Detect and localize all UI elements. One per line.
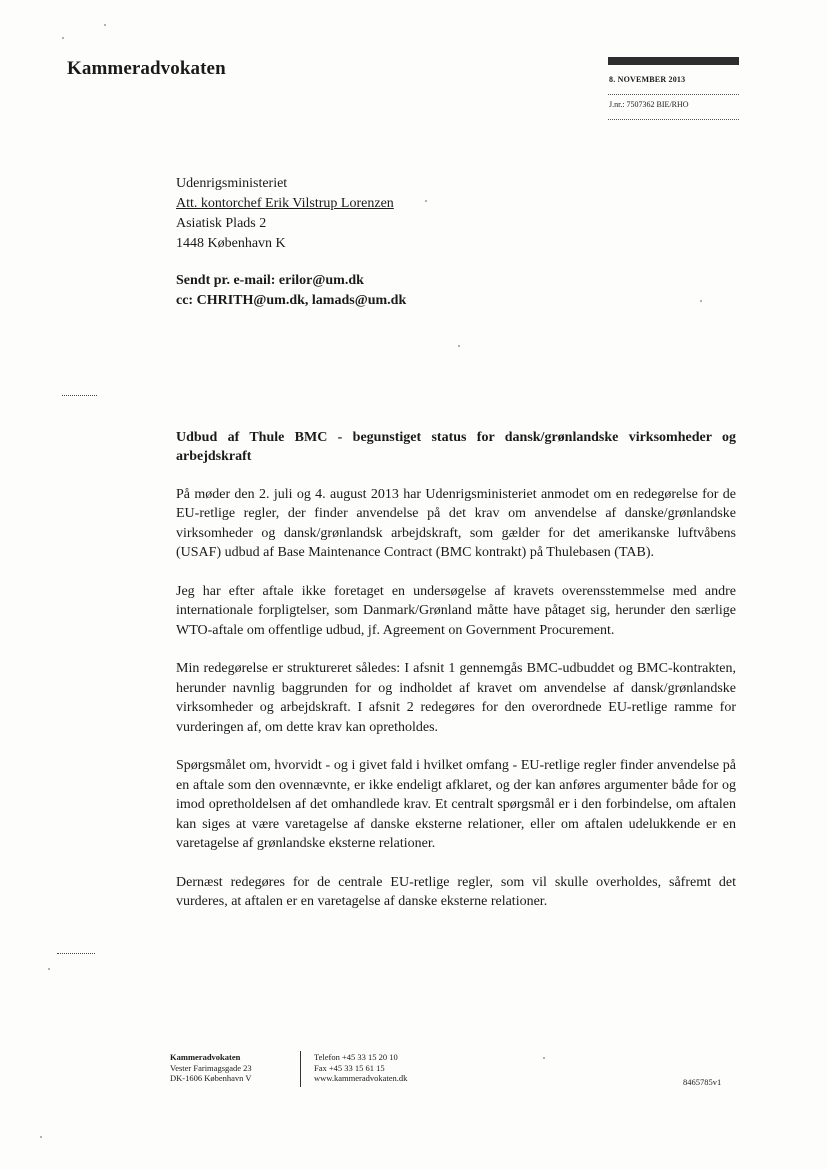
- scan-speck: [104, 24, 106, 26]
- letter-date: 8. NOVEMBER 2013: [609, 75, 686, 84]
- paragraph: Spørgsmålet om, hvorvidt - og i givet fald i hvilket omfang - EU-retlige regler finder anvendelse på en aftale som den ovennævnte, er ikke endeligt afklaret, og der kan anføres argumenter både for og imod opretholdelsen af det omhandlede krav. Et centralt spørgsmål er i den forbindelse, om aftalen kan siges at være varetagelse af danske eksterne relationer, eller om aftalen udelukkende er en varetagelse af grønlandske eksterne relationer.: [176, 758, 736, 852]
- letter-body: [176, 428, 736, 931]
- scan-speck: [48, 968, 50, 970]
- footer-contact: [314, 1052, 407, 1084]
- paragraph: Dernæst redegøres for de centrale EU-retlige regler, som vil skulle overholdes, såfremt det vurderes, at aftalen er en varetagelse af danske eksterne relationer.: [176, 874, 736, 910]
- recipient-city: 1448 København K: [176, 236, 286, 251]
- paragraph: På møder den 2. juli og 4. august 2013 har Udenrigsministeriet anmodet om en redegørelse for de EU-retlige regler, der finder anvendelse på det krav om anvendelse af danske/grønlandske virksomheder og dansk/grønlandsk arbejdskraft, som gælder for det amerikanske luftvåbens (USAF) udbud af Base Maintenance Contract (BMC kontrakt) på Thulebasen (TAB).: [176, 486, 736, 561]
- recipient-address: [176, 174, 394, 254]
- footer-name: Kammeradvokaten: [170, 1052, 241, 1062]
- recipient-org: Udenrigsministeriet: [176, 176, 288, 191]
- sent-email-line: Sendt pr. e-mail: erilor@um.dk: [176, 273, 364, 288]
- sent-info: [176, 271, 406, 310]
- footer-street: Vester Farimagsgade 23: [170, 1062, 252, 1073]
- cc-line: cc: CHRITH@um.dk, lamads@um.dk: [176, 292, 407, 308]
- letter-subject: Udbud af Thule BMC - begunstiget status for dansk/grønlandske virksomheder og arbejdskraft: [176, 430, 736, 465]
- scan-speck: [62, 37, 64, 39]
- divider-dotted: [608, 94, 739, 95]
- scan-speck: [458, 345, 460, 347]
- divider-dotted: [608, 119, 739, 120]
- journal-number: J.nr.: 7507362 BIE/RHO: [609, 100, 689, 109]
- footer-fax: Fax +45 33 15 61 15: [314, 1062, 385, 1073]
- paragraph: Jeg har efter aftale ikke foretaget en undersøgelse af kravets overensstemmelse med andre internationale forpligtelser, som Danmark/Grønland måtte have påtaget sig, herunder den særlige WTO-aftale om offentlige udbud, jf. Agreement on Government Procurement.: [176, 583, 736, 638]
- document-id: 8465785v1: [683, 1077, 722, 1087]
- footer-address: [170, 1052, 252, 1084]
- scan-speck: [40, 1136, 42, 1138]
- scan-speck: [543, 1057, 545, 1059]
- recipient-attention: Att. kontorchef Erik Vilstrup Lorenzen: [176, 196, 394, 211]
- header-bar: [608, 57, 739, 65]
- scan-speck: [700, 300, 702, 302]
- footer-web: www.kammeradvokaten.dk: [314, 1073, 408, 1083]
- margin-mark: [62, 395, 97, 396]
- scan-speck: [425, 200, 427, 202]
- footer-phone: Telefon +45 33 15 20 10: [314, 1052, 398, 1062]
- footer-divider: [300, 1051, 301, 1087]
- firm-logo-text: Kammeradvokaten: [67, 58, 226, 79]
- paragraph: Min redegørelse er struktureret således: I afsnit 1 gennemgås BMC-udbuddet og BMC-kontrakten, herunder navnlig baggrunden for og indholdet af kravet om anvendelse af dansk/grønlandske virksomheder og arbejdskraft. I afsnit 2 redegøres for den overordnede EU-retlige ramme for vurderingen af, om dette krav kan opretholdes.: [176, 661, 736, 735]
- footer-city: DK-1606 København V: [170, 1073, 252, 1083]
- recipient-street: Asiatisk Plads 2: [176, 216, 267, 231]
- margin-mark: [57, 953, 95, 954]
